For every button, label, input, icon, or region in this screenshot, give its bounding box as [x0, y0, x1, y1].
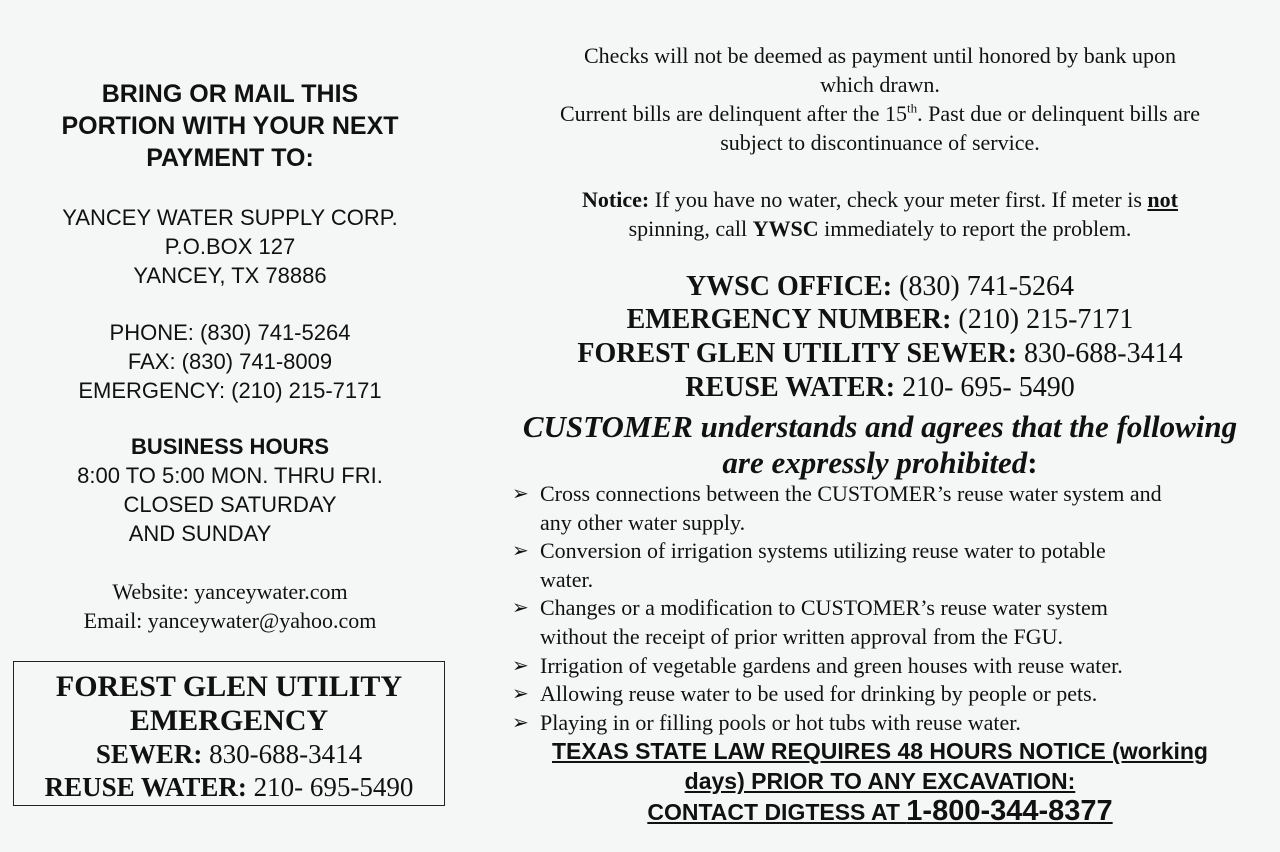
- stub-heading-line-3: PAYMENT TO:: [146, 144, 314, 172]
- prohibited-item-line: Playing in or filling pools or hot tubs with reuse water.: [540, 709, 1021, 735]
- contact-ywsc-office: [500, 270, 1260, 304]
- contact-value: (210) 215-7171: [951, 304, 1134, 335]
- prohibited-item: [512, 537, 1272, 594]
- business-hours-sunday: AND SUNDAY: [128, 521, 272, 546]
- contact-value: 210- 695- 5490: [895, 372, 1075, 403]
- delinquent-text-b: . Past due or delinquent bills are: [917, 101, 1200, 126]
- notice-text-b: spinning, call: [628, 216, 753, 241]
- contact-label: EMERGENCY NUMBER:: [626, 304, 952, 335]
- notice-text-a: If you have no water, check your meter first. If meter is: [649, 187, 1148, 212]
- prohibited-item-line: water.: [540, 566, 594, 592]
- notice-label: Notice:: [582, 187, 650, 212]
- delinquent-text-a: Current bills are delinquent after the 15: [559, 101, 907, 126]
- prohibited-item: [512, 652, 1272, 681]
- box-title-line-1: FOREST GLEN UTILITY: [55, 670, 403, 703]
- contact-value: 830-688-3414: [1016, 338, 1183, 369]
- checks-line-2: which drawn.: [820, 72, 940, 97]
- digtess-phone[interactable]: 1-800-344-8377: [906, 795, 1113, 827]
- prohibited-heading-colon: :: [1027, 445, 1038, 480]
- notice-text-c: immediately to report the problem.: [818, 216, 1132, 241]
- website-link[interactable]: Website: yanceywater.com: [112, 579, 348, 604]
- texas-law-line-1: TEXAS STATE LAW REQUIRES 48 HOURS NOTICE (working: [552, 738, 1208, 764]
- business-hours-closed: CLOSED SATURDAY: [123, 492, 337, 517]
- notice-line-1: [500, 185, 1260, 214]
- prohibited-item-line: Changes or a modification to CUSTOMER’s reuse water system: [540, 595, 1108, 621]
- box-title-line-2: EMERGENCY: [129, 704, 329, 737]
- prohibited-item-line: Allowing reuse water to be used for drinking by people or pets.: [540, 681, 1098, 707]
- arrow-bullet-icon: ➢: [512, 683, 529, 706]
- prohibited-heading-text: are expressly prohibited: [722, 445, 1028, 480]
- notice-line-2: [500, 214, 1260, 243]
- contact-sewer: [500, 337, 1260, 371]
- box-sewer-label: SEWER:: [95, 739, 203, 769]
- box-reuse-line: [14, 771, 444, 804]
- city-state-zip: YANCEY, TX 78886: [133, 263, 327, 288]
- business-hours-weekdays: 8:00 TO 5:00 MON. THRU FRI.: [77, 463, 383, 488]
- digtess-label: CONTACT DIGTESS AT: [647, 799, 907, 825]
- contact-value: (830) 741-5264: [892, 271, 1075, 302]
- arrow-bullet-icon: ➢: [512, 654, 529, 677]
- arrow-bullet-icon: ➢: [512, 597, 529, 620]
- contact-label: FOREST GLEN UTILITY SEWER:: [577, 338, 1017, 369]
- prohibited-item-line: Irrigation of vegetable gardens and green houses with reuse water.: [540, 652, 1123, 678]
- forest-glen-emergency-box: [13, 661, 445, 806]
- box-sewer-line: [14, 738, 444, 771]
- email-link[interactable]: Email: yanceywater@yahoo.com: [83, 608, 377, 633]
- prohibited-item: [512, 680, 1272, 709]
- prohibited-heading-line-2: [500, 444, 1260, 481]
- prohibited-item: [512, 709, 1272, 738]
- contact-emergency: [500, 303, 1260, 337]
- delinquent-superscript: th: [906, 100, 918, 116]
- box-reuse-value: 210- 695-5490: [246, 772, 414, 802]
- contact-label: REUSE WATER:: [685, 372, 896, 403]
- arrow-bullet-icon: ➢: [512, 711, 529, 734]
- company-name: YANCEY WATER SUPPLY CORP.: [62, 205, 398, 230]
- po-box: P.O.BOX 127: [164, 234, 296, 259]
- texas-law-line-2: days) PRIOR TO ANY EXCAVATION:: [684, 768, 1076, 794]
- arrow-bullet-icon: ➢: [512, 483, 529, 505]
- prohibited-item: [512, 594, 1272, 651]
- box-reuse-label: REUSE WATER:: [44, 772, 247, 802]
- delinquent-line-2: subject to discontinuance of service.: [720, 130, 1040, 155]
- stub-heading-line-2: PORTION WITH YOUR NEXT: [61, 112, 399, 140]
- delinquent-line-1: [500, 99, 1260, 128]
- prohibited-item-line: Cross connections between the CUSTOMER’s reuse water system and: [540, 481, 1162, 506]
- prohibited-list: [512, 480, 1272, 737]
- arrow-bullet-icon: ➢: [512, 540, 529, 563]
- notice-not: not: [1147, 187, 1178, 212]
- stub-heading-line-1: BRING OR MAIL THIS: [101, 80, 359, 108]
- prohibited-item-line: Conversion of irrigation systems utilizing reuse water to potable: [540, 538, 1106, 564]
- texas-law-line-3: [500, 796, 1260, 827]
- emergency-number: EMERGENCY: (210) 215-7171: [78, 378, 382, 403]
- prohibited-item: [512, 480, 1272, 537]
- contact-label: YWSC OFFICE:: [685, 271, 893, 302]
- prohibited-heading-line-1: CUSTOMER understands and agrees that the following: [522, 409, 1238, 444]
- notice-ywsc: YWSC: [752, 216, 819, 241]
- phone-number: PHONE: (830) 741-5264: [109, 320, 351, 345]
- business-hours-title: BUSINESS HOURS: [130, 434, 330, 459]
- checks-line-1: Checks will not be deemed as payment until honored by bank upon: [583, 43, 1177, 68]
- fax-number: FAX: (830) 741-8009: [127, 349, 333, 374]
- contact-reuse-water: [500, 371, 1260, 405]
- box-sewer-value: 830-688-3414: [202, 739, 363, 769]
- prohibited-item-line: any other water supply.: [540, 509, 746, 535]
- prohibited-item-line: without the receipt of prior written approval from the FGU.: [540, 623, 1063, 649]
